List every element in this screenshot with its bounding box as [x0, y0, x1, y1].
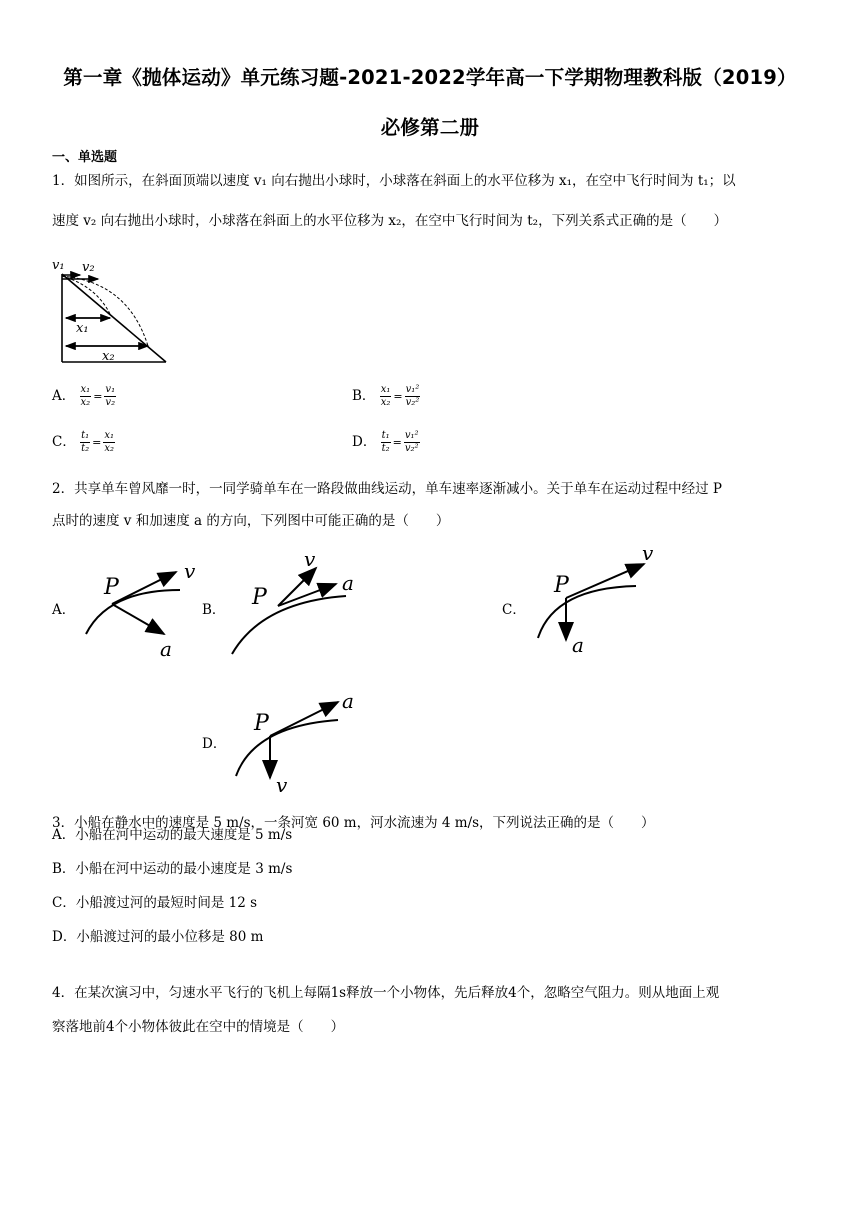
x2-label: x₂: [102, 349, 115, 364]
q2-option-d-label[interactable]: D．: [202, 736, 227, 752]
v-label-c: v: [642, 541, 654, 565]
q2-line1: 2．共享单车曾风靡一时，一同学骑单车在一路段做曲线运动，单车速率逐渐减小。关于单车在运动过程中经过 P: [52, 481, 722, 497]
curve-a: [86, 590, 180, 634]
a-label-c: a: [572, 633, 584, 657]
q3-option-b[interactable]: B．小船在河中运动的最小速度是 3 m/s: [52, 861, 293, 877]
v-arrow-c: [566, 564, 644, 598]
a-arrow-d: [270, 702, 338, 736]
q1-incline-figure: [48, 256, 172, 368]
v-label-d: v: [276, 773, 288, 797]
q3-stem: 3．小船在静水中的速度是 5 m/s，一条河宽 60 m，河水流速为 4 m/s，下列说法正确的是（ ）: [52, 815, 655, 831]
p-label-d: P: [254, 711, 269, 736]
q2-option-b-label[interactable]: B．: [202, 602, 226, 618]
q4-line1: 4．在某次演习中，匀速水平飞行的飞机上每隔1s释放一个小物体，先后释放4个，忽略空气阻力。则从地面上观: [52, 985, 720, 1001]
section-heading: 一、单选题: [52, 150, 118, 165]
q1-option-b[interactable]: B． $\frac{\text{x₁}}{\text{x₂}}$ = $\frac{\text{v₁²}}{\text{v₂²}}$: [352, 384, 420, 408]
q1-option-a[interactable]: A． $\frac{\text{x₁}}{\text{x₂}}$ = $\frac{\text{v₁}}{\text{v₂}}$: [52, 384, 116, 408]
x1-label: x₁: [76, 321, 89, 336]
a-label-b: a: [342, 571, 354, 595]
p-label-b: P: [252, 585, 267, 610]
p-label-c: P: [554, 573, 569, 598]
curve-b: [232, 596, 346, 654]
q1-line2: 速度 v₂ 向右抛出小球时，小球落在斜面上的水平位移为 x₂，在空中飞行时间为 t₂，下列关系式正确的是（ ）: [52, 213, 728, 229]
q2-figure-d: [228, 682, 368, 798]
a-label-a: a: [160, 637, 172, 660]
a-arrow-a: [112, 604, 164, 634]
q1-option-d[interactable]: D． $\frac{\text{t₁}}{\text{t₂}}$ = $\frac{\text{v₁²}}{\text{v₂²}}$: [352, 430, 419, 454]
v1-label: v₁: [52, 258, 65, 273]
q3-option-c[interactable]: C．小船渡过河的最短时间是 12 s: [52, 895, 258, 911]
q2-figure-a: [78, 560, 208, 660]
v-label-b: v: [304, 547, 316, 571]
page-subtitle: 必修第二册: [380, 116, 480, 139]
q2-option-c-label[interactable]: C．: [502, 602, 526, 618]
p-label-a: P: [104, 575, 119, 600]
q2-figure-c: [532, 540, 672, 660]
page-title: 第一章《抛体运动》单元练习题-2021-2022学年高一下学期物理教科版（2019）: [63, 66, 797, 89]
q4-line2: 察落地前4个小物体彼此在空中的情境是（ ）: [52, 1019, 345, 1035]
v-label-a: v: [184, 560, 196, 583]
q2-figure-b: [222, 544, 372, 660]
curve-c: [538, 586, 636, 638]
q2-option-a-label[interactable]: A．: [52, 602, 76, 618]
v2-label: v₂: [82, 260, 95, 275]
a-label-d: a: [342, 689, 354, 713]
q2-line2: 点时的速度 v 和加速度 a 的方向，下列图中可能正确的是（ ）: [52, 513, 450, 529]
q3-option-a[interactable]: A．小船在河中运动的最大速度是 5 m/s: [52, 827, 293, 843]
q1-line1: 1．如图所示，在斜面顶端以速度 v₁ 向右抛出小球时，小球落在斜面上的水平位移为 x₁，在空中飞行时间为 t₁；以: [52, 173, 736, 189]
q3-option-d[interactable]: D．小船渡过河的最小位移是 80 m: [52, 929, 264, 945]
q1-option-c[interactable]: C． $\frac{\text{t₁}}{\text{t₂}}$ = $\frac{\text{x₁}}{\text{x₂}}$: [52, 430, 115, 454]
v-arrow-a: [112, 572, 176, 604]
